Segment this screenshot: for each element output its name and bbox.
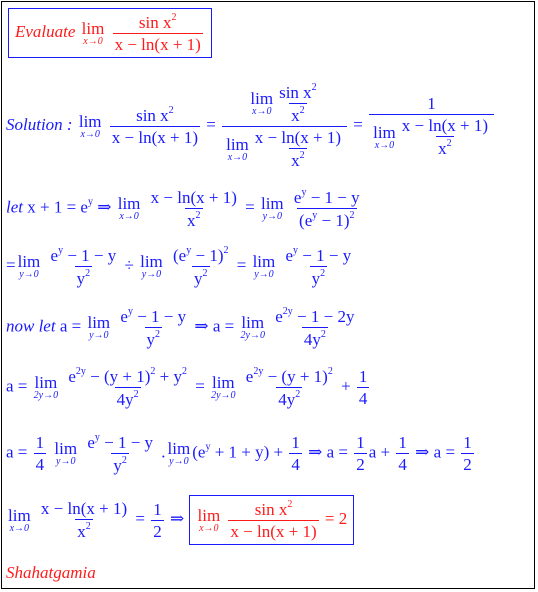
title-box: Evaluate lim x→0 $\frac{\sin x^2}{x - \ln(x + 1)}$ [8,8,212,58]
line-3: = lim y→0 $\frac{e^y - 1 - y}{y^2}$ ÷ lim y→0 $\frac{(e^y - 1)^2}{y^2}$ = lim y→0 $\frac{e^y - 1 - y}{y^2}$ [6,245,352,288]
line-5: a = lim 2y→0 $\frac{e^{2y} - (y + 1)^2 + y^2}{4y^2}$ = lim 2y→0 $\frac{e^{2y} - (y + 1)^2}{4y^2}$ + $\frac{1}{4}$ [6,366,368,409]
final-answer-box: lim x→0 $\frac{\sin x^2}{x - \ln(x + 1)}$ = 2 [189,495,355,545]
line-solution: Solution : lim x→0 $\frac{\sin x^2}{x - \ln(x + 1)}$ = lim x→0 $\frac{\sin x^2}{x^2}$ lim x→0 $\frac{x - \ln(x + 1)}{x^2}$ = 1 lim x→0 $\frac{x - \ln(x + 1)}{x^2}$ [6,83,496,169]
line-now: now let a = lim y→0 $\frac{e^y - 1 - y}{y^2}$ ⇒ a = lim 2y→0 $\frac{e^{2y} - 1 - 2y}{4y^2}$ [6,306,355,349]
line-7: lim x→0 $\frac{x - \ln(x + 1)}{x^2}$ = $\frac{1}{2}$ ⇒ lim x→0 $\frac{\sin x^2}{x - \ln(x + 1)}$ = 2 [6,495,354,545]
line-let: let $x + 1 = e^y$ ⇒ lim x→0 $\frac{x - \ln(x + 1)}{x^2}$ = lim y→0 $\frac{e^y - 1 - y}{(e^y - 1)^2}$ [6,187,360,230]
signature: Shahatgamia [6,563,96,582]
line-6: a = $\frac{1}{4}$ lim y→0 $\frac{e^y - 1 - y}{y^2}$ . lim y→0 $(e^y + 1 + y)$ + $\frac{1}{4}$ ⇒ a = $\frac{1}{2}$ a + $\frac{1}{4}$ ⇒ a = $\frac{1}{2}$ [6,432,472,475]
title-box-line [8,8,212,58]
